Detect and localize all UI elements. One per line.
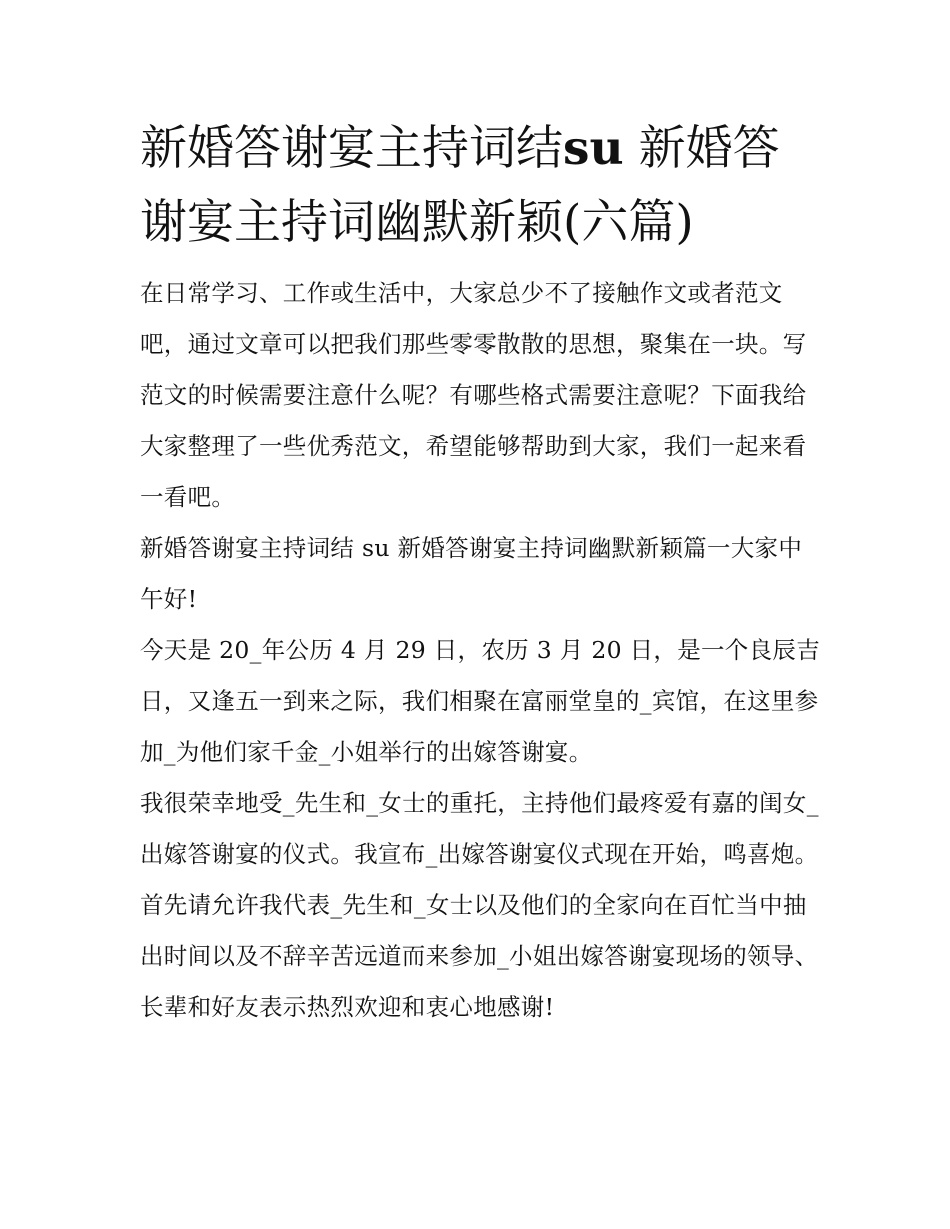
paragraph-greeting: 新婚答谢宴主持词结 su 新婚答谢宴主持词幽默新颖篇一大家中午好! [140,534,803,613]
paragraph-date: 今天是 20_年公历 4 月 29 日，农历 3 月 20 日，是一个良辰吉日，又逢五一到来之际，我们相聚在富丽堂皇的_宾馆，在这里参加_为他们家千金_小姐举行的出嫁答谢宴。 [140,636,820,766]
paragraph-thanks: 首先请允许我代表_先生和_女士以及他们的全家向在百忙当中抽出时间以及不辞辛苦远道而来参加_小姐出嫁答谢宴现场的领导、长辈和好友表示热烈欢迎和衷心地感谢! [140,891,819,1021]
title-latin: su [563,121,624,176]
title-part-1: 新婚答谢宴主持词结 [140,121,563,176]
title-part-2: 新婚答谢宴主持词幽默新颖(六篇) [140,121,780,250]
document-page [140,112,820,1033]
paragraph-intro: 在日常学习、工作或生活中，大家总少不了接触作文或者范文吧，通过文章可以把我们那些零零散散的思想，聚集在一块。写范文的时候需要注意什么呢？有哪些格式需要注意呢？下面我给大家整理了一些优秀范文，希望能够帮助到大家，我们一起来看一看吧。 [140,279,807,511]
paragraph-ceremony: 我很荣幸地受_先生和_女士的重托，主持他们最疼爱有嘉的闺女_出嫁答谢宴的仪式。我宣布_出嫁答谢宴仪式现在开始，鸣喜炮。 [140,789,819,868]
document-title [140,112,820,260]
